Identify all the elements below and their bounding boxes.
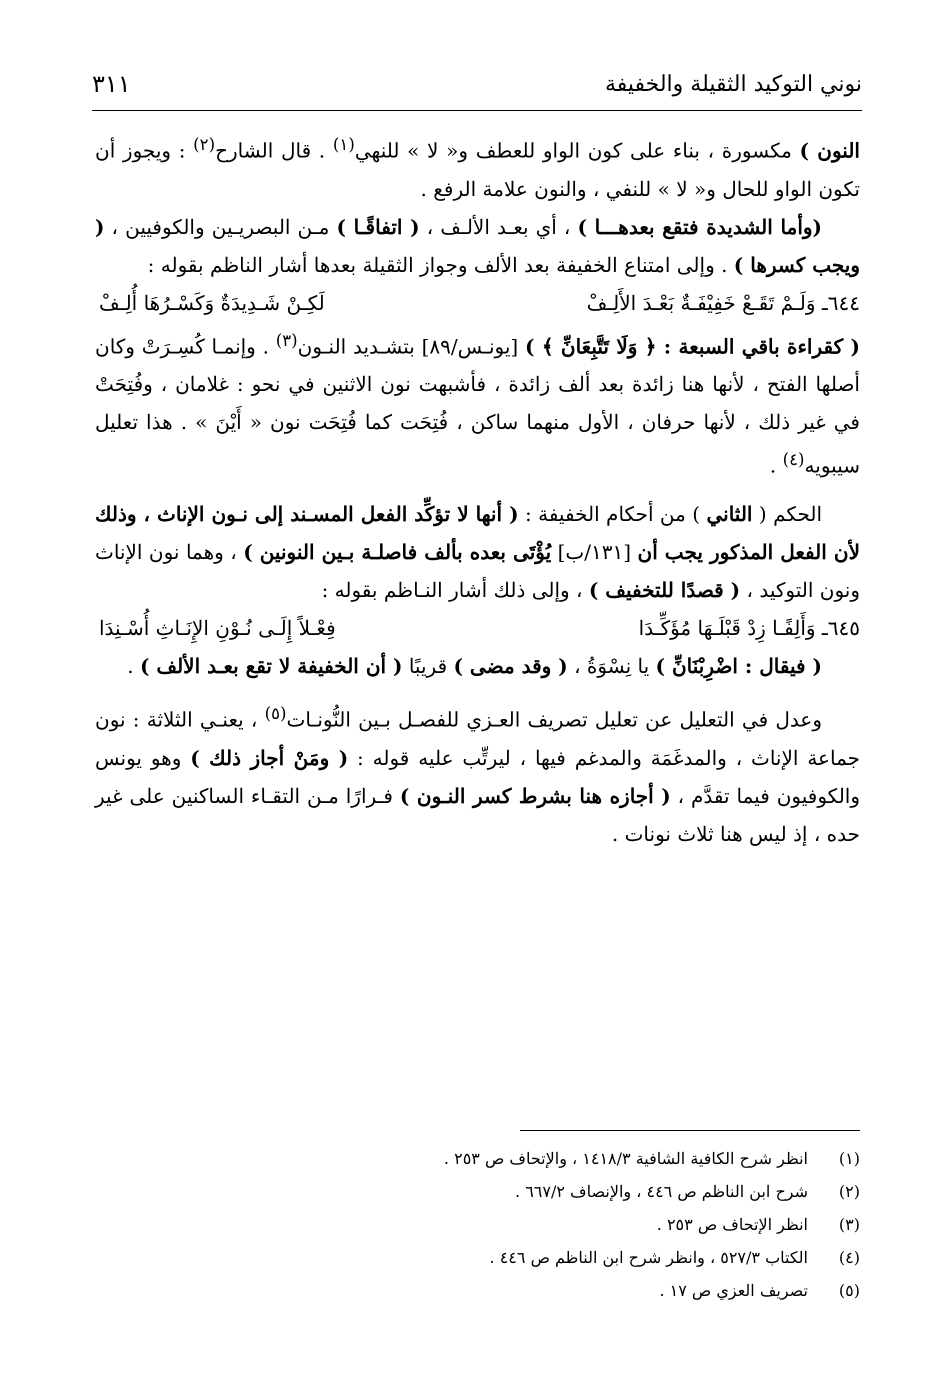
text-run: ، أي بعـد الألـف ، — [419, 214, 578, 239]
spacer — [95, 685, 860, 695]
verse-second-hemistich: لَكِـنْ شَـدِيدَةٌ وَكَسْـرُهَا أُلِـفْ — [99, 290, 325, 315]
manuscript-ref: [١٣١/ب] — [551, 539, 638, 564]
bold-term: الثاني — [706, 501, 753, 526]
footnote-text: شرح ابن الناظم ص ٤٤٦ ، والإنصاف ٦٦٧/٢ . — [515, 1182, 808, 1201]
footnote — [95, 1241, 860, 1274]
text-run: فـرارًا مـن التقـاء الساكنين على غير حده ، إذ ليس هنا ثلاث نونات . — [95, 783, 860, 846]
bold-term: يُؤْتَى بعده بألف فاصلـة بـين النونين ) — [243, 539, 552, 564]
header-rule — [92, 110, 862, 111]
text-run: وعدل في التعليل عن تعليل تصريف العـزي للفصـل بـين النُّونـات — [286, 707, 822, 732]
bold-term: ( ويجب كسرها ) — [95, 214, 860, 277]
verse-second-hemistich: فِعْـلاً إِلَـى نُـوْنِ الإِنَـاثِ أُسْـنِدَا — [99, 615, 336, 640]
footnote-ref: (٢) — [193, 135, 216, 154]
text-run: : ويجوز أن تكون الواو للحال و« لا » للنفي ، والنون علامة الرفع . — [95, 138, 860, 201]
footnote-text: الكتاب ٥٢٧/٣ ، وانظر شرح ابن الناظم ص ٤٤٦ . — [489, 1248, 808, 1267]
text-run: مكسورة ، بناء على كون الواو للعطف و« لا » للنهي — [354, 138, 800, 163]
text-run: . وإنمـا كُسِـرَتْ وكان أصلها الفتح ، لأنها هنا زائدة بعد ألف زائدة ، فأشبهت نون الاثنين في نحو : غلامان ، وفُتِحَتْ في غير ذلك ، لأنها حرفان ، الأول منهما ساكن ، فُتِحَت كما فُتِحَت نون « أَيْنَ » . هذا تعليل سيبويه — [95, 334, 860, 478]
text-run: . قال الشارح — [215, 138, 333, 163]
bold-term: ( قصدًا للتخفيف ) — [588, 577, 741, 602]
verse-645 — [95, 609, 860, 647]
bold-term: النون ) — [799, 138, 860, 163]
running-header — [92, 68, 862, 108]
text-run: ، وإلى ذلك أشار النـاظم بقوله : — [321, 577, 589, 602]
text-run: [يونـس/٨٩] بتشـديد النـون — [297, 334, 525, 359]
text-run: يا نِسْوَةُ ، — [567, 653, 656, 678]
footnote-number: (١) — [838, 1149, 860, 1168]
bold-term: ( اتفاقًـا ) — [336, 214, 420, 239]
text-run: وهو يونس والكوفيون فيما تقدَّم ، — [95, 745, 861, 808]
footnote — [95, 1175, 860, 1208]
footnote — [95, 1274, 860, 1307]
bold-term: ( أجازه هنا بشرط كسر النـون ) — [399, 783, 671, 808]
bold-term: ( أن الخفيفة لا تقع بعـد الألف ) — [139, 653, 403, 678]
paragraph — [95, 322, 860, 485]
verse-first-hemistich: ٦٤٤ـ وَلَـمْ تَقَـعْ خَفِيْفَـةٌ بَعْـدَ الأَلِـفْ — [586, 290, 860, 315]
paragraph — [95, 647, 860, 685]
footnote — [95, 1208, 860, 1241]
footnote-ref: (٥) — [264, 703, 287, 723]
bold-term: ( وقد مضى ) — [453, 653, 568, 678]
paragraph — [95, 695, 860, 853]
footnote-number: (٣) — [838, 1215, 860, 1234]
text-run: ) من أحكام الخفيفة : — [518, 501, 707, 526]
paragraph — [95, 208, 860, 284]
bold-term: (وأما الشديدة فتقع بعدهـــا ) — [577, 214, 823, 239]
paragraph — [95, 126, 860, 208]
verse-first-hemistich: ٦٤٥ـ وَأَلِفًـا زِدْ قَبْلَـهَا مُؤَكِّـدَا — [638, 615, 860, 640]
footnote-ref: (١) — [332, 135, 355, 154]
bold-term: ( ومَنْ أجاز ذلك ) — [190, 745, 349, 770]
bold-term: ( أنها لا تؤكِّد الفعل المسـند إلى نـون الإناث ، وذلك لأن الفعل المذكور يجب أن — [95, 501, 860, 564]
footnotes — [95, 1142, 860, 1307]
paragraph — [95, 495, 860, 609]
text-run: ، يعنـي الثلاثة : نون جماعة الإناث ، والمدغَمَة والمدغم فيها ، ليرتِّب عليه قوله : — [95, 707, 861, 770]
text-run: ، وهما نون الإناث ونون التوكيد ، — [95, 539, 860, 602]
bold-term: ( فيقال : اضْرِبْنَانِّ ) — [655, 653, 822, 678]
verse-644 — [95, 284, 860, 322]
spacer — [95, 485, 860, 495]
footnote-ref: (٤) — [782, 450, 805, 470]
text-run: قريبًا — [402, 653, 454, 678]
text-run: . وإلى امتناع الخفيفة بعد الألف وجواز الثقيلة بعدها أشار الناظم بقوله : — [147, 252, 734, 277]
footnote-text: انظر الإتحاف ص ٢٥٣ . — [656, 1215, 808, 1234]
bold-term: ( كقراءة باقي السبعة : ﴿ وَلَا تَتَّبِعَانِّ ﴾ ) — [525, 334, 860, 359]
text-run: الحكم ( — [752, 501, 823, 526]
chapter-title: نوني التوكيد الثقيلة والخفيفة — [604, 72, 862, 97]
footnote-text: تصريف العزي ص ١٧ . — [659, 1281, 808, 1300]
footnote-number: (٢) — [838, 1182, 860, 1201]
footnote-text: انظر شرح الكافية الشافية ١٤١٨/٣ ، والإتحاف ص ٢٥٣ . — [443, 1149, 808, 1168]
text-run: . — [769, 453, 783, 478]
footnote-number: (٥) — [838, 1281, 860, 1300]
text-run: . — [127, 653, 140, 678]
page-number: ٣١١ — [92, 70, 131, 98]
footnote-rule — [520, 1130, 860, 1131]
main-text — [95, 126, 860, 853]
footnote-ref: (٣) — [275, 330, 298, 350]
text-run: مـن البصريـين والكوفيين ، — [104, 214, 337, 239]
footnote-number: (٤) — [838, 1248, 860, 1267]
footnote — [95, 1142, 860, 1175]
